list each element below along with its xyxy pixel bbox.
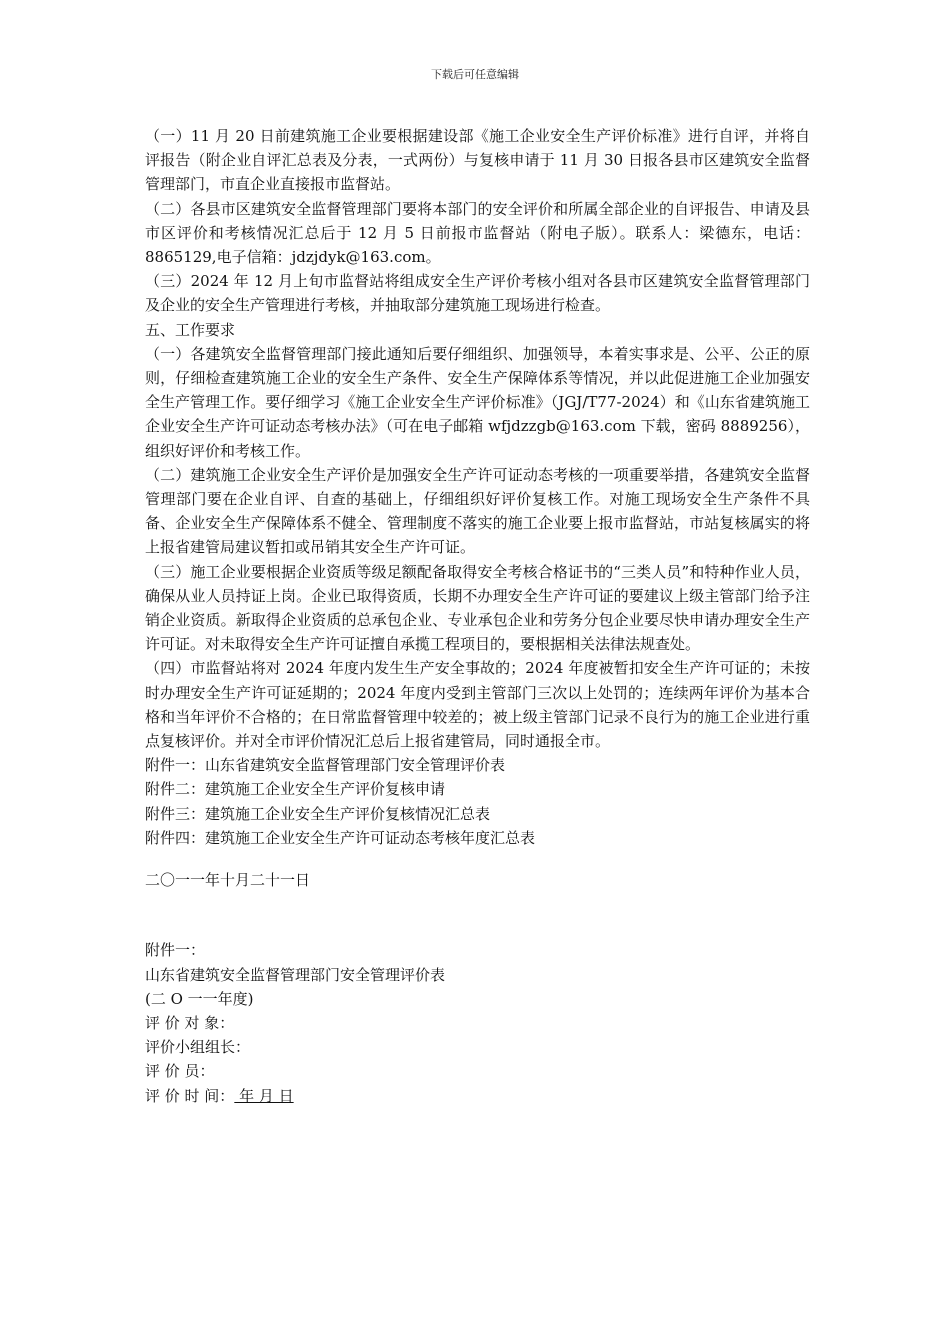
field-value-date: 年 月 日 (234, 1086, 294, 1105)
field-label: 评价小组组长： (145, 1038, 251, 1057)
paragraph: （一）各建筑安全监督管理部门接此通知后要仔细组织、加强领导，本着实事求是、公平、公正的原则，仔细检查建筑施工企业的安全生产条件、安全生产保障体系等情况，并以此促进施工企业加强安全生产管理工作。要仔细学习《施工企业安全生产评价标准》（JGJ/T77-2024）和《山东省建筑施工企业安全生产许可证动态考核办法》（可在电子邮箱 wfjdzzgb@163.com 下载，密码 8889256），组织好评价和考核工作。 (145, 344, 810, 460)
paragraph: （一）11 月 20 日前建筑施工企业要根据建设部《施工企业安全生产评价标准》进行自评，并将自评报告（附企业自评汇总表及分表，一式两份）与复核申请于 11 月 30 日报各县市区建筑安全监督管理部门，市直企业直接报市监督站。 (145, 127, 810, 194)
section-heading: 五、工作要求 (145, 320, 236, 339)
field-label: 评 价 员： (145, 1062, 215, 1081)
field-label: 评 价 时 间： (145, 1086, 235, 1105)
field-evaluation-time (145, 1084, 810, 1108)
document-body (145, 124, 810, 1108)
appendix-year: (二 O 一一年度) (145, 989, 254, 1008)
attachment-item: 附件三：建筑施工企业安全生产评价复核情况汇总表 (145, 804, 491, 823)
appendix-label: 附件一： (145, 941, 206, 960)
field-group-leader (145, 1035, 810, 1059)
attachment-item: 附件四：建筑施工企业安全生产许可证动态考核年度汇总表 (145, 828, 536, 847)
field-evaluation-object (145, 1011, 810, 1035)
page-header: 下载后可任意编辑 (431, 68, 519, 81)
paragraph: （二）各县市区建筑安全监督管理部门要将本部门的安全评价和所属全部企业的自评报告、申请及县市区评价和考核情况汇总后于 12 月 5 日前报市监督站（附电子版）。联系人：梁德东，电话：8865129,电子信箱：jdzjdyk@163.com。 (145, 199, 810, 267)
document-date: 二〇一一年十月二十一日 (145, 871, 311, 890)
paragraph: （三）2024 年 12 月上旬市监督站将组成安全生产评价考核小组对各县市区建筑安全监督管理部门及企业的安全生产管理进行考核，并抽取部分建筑施工现场进行检查。 (145, 272, 810, 315)
appendix-title: 山东省建筑安全监督管理部门安全管理评价表 (145, 965, 446, 984)
paragraph: （二）建筑施工企业安全生产评价是加强安全生产许可证动态考核的一项重要举措，各建筑安全监督管理部门要在企业自评、自查的基础上，仔细组织好评价复核工作。对施工现场安全生产条件不具备、企业安全生产保障体系不健全、管理制度不落实的施工企业要上报市监督站，市站复核属实的将上报省建管局建议暂扣或吊销其安全生产许可证。 (145, 465, 810, 557)
paragraph: （三）施工企业要根据企业资质等级足额配备取得安全考核合格证书的“三类人员”和特种作业人员，确保从业人员持证上岗。企业已取得资质，长期不办理安全生产许可证的要建议上级主管部门给予注销企业资质。新取得企业资质的总承包企业、专业承包企业和劳务分包企业要尽快申请办理安全生产许可证。对未取得安全生产许可证擅自承揽工程项目的，要根据相关法律法规查处。 (145, 562, 810, 654)
attachment-item: 附件一：山东省建筑安全监督管理部门安全管理评价表 (145, 756, 506, 775)
field-evaluator (145, 1059, 810, 1083)
attachment-item: 附件二：建筑施工企业安全生产评价复核申请 (145, 780, 446, 799)
field-label: 评 价 对 象： (145, 1013, 235, 1032)
paragraph: （四）市监督站将对 2024 年度内发生生产安全事故的；2024 年度被暂扣安全生产许可证的；未按时办理安全生产许可证延期的；2024 年度内受到主管部门三次以上处罚的；连续两年评价为基本合格和当年评价不合格的；在日常监督管理中较差的；被上级主管部门记录不良行为的施工企业进行重点复核评价。并对全市评价情况汇总后上报省建管局，同时通报全市。 (145, 659, 810, 751)
